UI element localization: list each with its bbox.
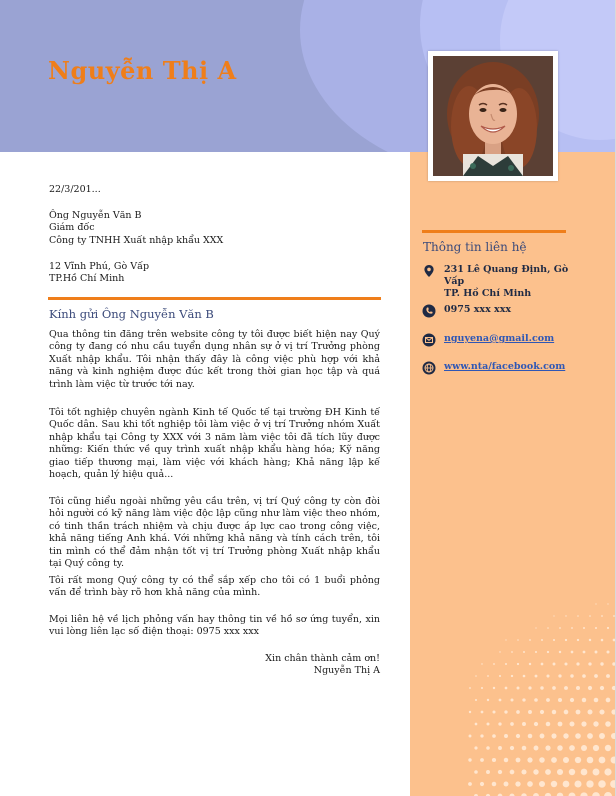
halftone-dot [575, 733, 581, 739]
halftone-dot [563, 781, 570, 788]
halftone-dot [545, 769, 551, 775]
halftone-dot [475, 699, 477, 701]
halftone-dot [551, 781, 557, 787]
halftone-dot [589, 639, 591, 641]
recipient-company: Công ty TNHH Xuất nhập khẩu XXX [49, 234, 224, 246]
halftone-dot [511, 651, 513, 653]
body-paragraph: Tôi cũng hiểu ngoài những yêu cầu trên, vị trí Quý công ty còn đòi hỏi người có kỹ năng làm việc độc lập cũng như làm việc theo nhóm, có tinh thần trách nhiệm và chịu được áp lực cao trong công việc, khả năng tiếng Anh khá. Với những khả năng và tính cách trên, tôi tin mình có thể đảm nhận tốt vị trí Trưởng phòng Xuất nhập khẩu tại Quý công ty. [49, 496, 380, 570]
halftone-dot [593, 745, 599, 751]
halftone-dot [523, 675, 526, 678]
halftone-dot [517, 639, 519, 641]
halftone-dot [600, 686, 604, 690]
halftone-dot [529, 663, 531, 665]
contact-email [422, 333, 554, 347]
halftone-dot [571, 651, 574, 654]
halftone-dot [598, 780, 606, 788]
halftone-dot [593, 769, 600, 776]
halftone-dot [564, 710, 569, 715]
halftone-dot [474, 770, 478, 774]
halftone-dot [613, 615, 615, 617]
halftone-dot [605, 745, 611, 751]
halftone-dot [474, 746, 477, 749]
halftone-dot [570, 698, 574, 702]
halftone-dot [521, 769, 526, 774]
halftone-dot [551, 733, 556, 738]
halftone-dot [599, 733, 605, 739]
halftone-dot [528, 734, 533, 739]
phone-number: 0975 xxx xxx [444, 304, 512, 315]
halftone-dot [583, 651, 586, 654]
halftone-dot [595, 627, 597, 629]
halftone-dot [606, 698, 611, 703]
halftone-dot [577, 639, 579, 641]
body-paragraph: Tôi tốt nghiệp chuyên ngành Kinh tế Quốc tế tại trường ĐH Kinh tế Quốc dân. Sau khi tốt nghiệp tôi làm việc ở vị trí Trưởng nhóm Xuất nhập khẩu tại Công ty XXX với 3 năm làm việc tôi đã tích lũy được những: Kiến thức về quy trình xuất nhập khẩu hàng hóa; Kỹ năng giao tiếp thương mại, làm việc với khách hàng; Khả năng lập kế hoạch, quản lý hiệu quả... [49, 407, 380, 481]
halftone-dot [498, 722, 501, 725]
halftone-dot [557, 769, 563, 775]
halftone-dot [504, 734, 508, 738]
halftone-dot [589, 615, 591, 617]
halftone-dot [604, 768, 611, 775]
halftone-dot [588, 662, 591, 665]
email-link[interactable]: nguyena@gmail.com [444, 333, 555, 344]
recipient-title: Giám đốc [49, 222, 95, 234]
halftone-dot [576, 662, 579, 665]
halftone-dot [505, 687, 508, 690]
address-line-3: TP. Hồ Chí Minh [444, 288, 532, 299]
halftone-dot [505, 663, 507, 665]
halftone-dot [563, 757, 569, 763]
halftone-dot [600, 662, 603, 665]
halftone-dot [599, 757, 606, 764]
halftone-dot [505, 639, 506, 640]
halftone-dot [540, 734, 545, 739]
halftone-dot [564, 662, 567, 665]
globe-icon [422, 361, 436, 375]
halftone-dot [481, 663, 482, 664]
halftone-dot [486, 746, 490, 750]
halftone-dot [539, 757, 545, 763]
halftone-dot [481, 687, 483, 689]
halftone-dot [475, 723, 478, 726]
contact-heading: Thông tin liên hệ [423, 240, 527, 254]
halftone-dot [580, 792, 587, 796]
halftone-dot [576, 686, 580, 690]
address-city: TP.Hồ Chí Minh [49, 273, 125, 285]
body-paragraph: Tôi rất mong Quý công ty có thể sắp xếp cho tôi có 1 buổi phỏng vấn để trình bày rõ hơn khả năng của mình. [49, 575, 380, 599]
halftone-dot [581, 745, 587, 751]
letter-date: 22/3/201... [49, 184, 101, 195]
halftone-dot [559, 651, 561, 653]
halftone-dot [534, 698, 538, 702]
halftone-dot [605, 721, 611, 727]
halftone-dot [568, 792, 575, 796]
halftone-dot [492, 758, 496, 762]
closing-block [200, 653, 380, 678]
halftone-dot [569, 769, 575, 775]
halftone-dot [492, 710, 495, 713]
halftone-dot [498, 746, 502, 750]
halftone-dot [511, 675, 513, 677]
halftone-dot [575, 757, 581, 763]
halftone-dot [595, 651, 598, 654]
contact-address [422, 264, 568, 300]
halftone-dot [607, 627, 609, 629]
recipient-name: Ông Nguyễn Văn B [49, 210, 142, 221]
halftone-dot [611, 709, 616, 714]
halftone-dot [481, 711, 484, 714]
halftone-dot [569, 745, 575, 751]
halftone-dot [527, 757, 532, 762]
halftone-dot [528, 686, 531, 689]
halftone-dot [527, 781, 533, 787]
halftone-dot [551, 757, 557, 763]
halftone-dot [582, 698, 586, 702]
website-link[interactable]: www.nta/facebook.com [444, 361, 566, 372]
halftone-dot [492, 782, 497, 787]
halftone-dot [592, 792, 600, 796]
recipient-block [49, 210, 223, 247]
halftone-dot [601, 639, 604, 642]
halftone-dot [510, 746, 514, 750]
halftone-dot [559, 627, 561, 629]
halftone-dot [469, 711, 471, 713]
halftone-dot [516, 758, 521, 763]
halftone-dot [492, 734, 496, 738]
halftone-dot [613, 639, 616, 642]
halftone-dot [553, 615, 554, 616]
halftone-dot [487, 675, 489, 677]
halftone-dot [515, 781, 520, 786]
halftone-dot [475, 675, 477, 677]
halftone-dot [493, 663, 495, 665]
halftone-dot [510, 770, 515, 775]
halftone-dot [487, 699, 489, 701]
halftone-dot [539, 781, 545, 787]
contact-website [422, 361, 565, 375]
halftone-dot [552, 686, 556, 690]
halftone-dot [517, 663, 519, 665]
phone-icon [422, 304, 436, 318]
halftone-dot [553, 663, 556, 666]
halftone-dot [606, 674, 610, 678]
halftone-dot [534, 722, 538, 726]
halftone-dot [545, 745, 550, 750]
halftone-dot [612, 686, 616, 690]
email-icon [422, 333, 436, 347]
halftone-dot [499, 675, 501, 677]
location-icon [422, 264, 436, 278]
halftone-dot [593, 721, 598, 726]
halftone-dot [510, 722, 514, 726]
halftone-dot [558, 674, 561, 677]
halftone-dot [553, 639, 555, 641]
halftone-dot [571, 627, 573, 629]
halftone-dot [570, 674, 573, 677]
applicant-name: Nguyễn Thị A [48, 56, 237, 85]
halftone-dot [546, 674, 549, 677]
halftone-dot [583, 627, 585, 629]
body-paragraph: Qua thông tin đăng trên website công ty tôi được biết hiện nay Quý công ty đang có nhu cầu tuyển dụng nhân sự ở vị trí Trưởng phòng Xuất nhập khẩu. Tôi nhận thấy đây là công việc phù hợp với khả năng và kinh nghiệm được đúc kết trong thời gian học tập và quá trình làm việc từ trước tới nay. [49, 329, 380, 390]
halftone-dot [612, 662, 616, 666]
halftone-dot [529, 639, 531, 641]
halftone-dot [516, 734, 520, 738]
halftone-dot [563, 733, 568, 738]
halftone-dot [564, 686, 568, 690]
halftone-dot [510, 698, 513, 701]
address-line-1: 231 Lê Quang Định, Gò [444, 264, 569, 275]
halftone-dot [517, 687, 520, 690]
closing-thanks: Xin chân thành cảm ơn! [265, 653, 380, 664]
halftone-dot [547, 627, 549, 629]
halftone-dot [535, 627, 536, 628]
halftone-dot [504, 710, 507, 713]
halftone-dot [607, 651, 610, 654]
halftone-dot [610, 780, 616, 788]
profile-photo-frame [428, 51, 558, 181]
halftone-dot [574, 780, 581, 787]
halftone-dot [486, 770, 490, 774]
halftone-dot [522, 722, 526, 726]
halftone-dot [581, 721, 586, 726]
halftone-dot [535, 651, 537, 653]
halftone-dot [541, 663, 544, 666]
recipient-address [49, 261, 149, 286]
halftone-dot [480, 758, 484, 762]
halftone-dot [594, 698, 599, 703]
halftone-dot [581, 769, 588, 776]
halftone-dot [540, 710, 544, 714]
halftone-dot [558, 722, 563, 727]
closing-signature: Nguyễn Thị A [313, 665, 380, 677]
halftone-dot [558, 698, 562, 702]
halftone-dot [499, 651, 500, 652]
halftone-dot [480, 734, 483, 737]
halftone-dot [588, 710, 593, 715]
halftone-dot [523, 651, 525, 653]
halftone-dot [522, 746, 527, 751]
halftone-dot [546, 722, 551, 727]
halftone-dot [611, 757, 616, 764]
halftone-dot [587, 733, 593, 739]
halftone-dot [552, 710, 556, 714]
profile-photo [433, 56, 553, 176]
halftone-dot [582, 674, 586, 678]
halftone-dot [586, 780, 593, 787]
halftone-dot [541, 639, 543, 641]
halftone-dot [569, 721, 574, 726]
halftone-dot [504, 758, 508, 762]
halftone-dot [522, 698, 525, 701]
halftone-dot [576, 710, 581, 715]
halftone-dot [528, 710, 532, 714]
halftone-dot [547, 651, 549, 653]
salutation: Kính gửi Ông Nguyễn Văn B [49, 307, 214, 321]
halftone-dot [595, 603, 596, 604]
halftone-dot [577, 615, 579, 617]
halftone-dot [516, 710, 520, 714]
halftone-dot [607, 603, 608, 604]
halftone-dot [469, 687, 471, 689]
body-paragraph: Mọi liên hệ về lịch phỏng vấn hay thông tin về hồ sơ ứng tuyển, xin vui lòng liên lạc số điện thoại: 0975 xxx xxx [49, 614, 380, 638]
halftone-dot [493, 687, 495, 689]
halftone-dot [565, 639, 567, 641]
halftone-dot [504, 782, 509, 787]
contact-phone [422, 304, 511, 318]
halftone-dot [546, 698, 550, 702]
halftone-dot [557, 745, 563, 751]
halftone-dot [480, 782, 484, 786]
halftone-dot [498, 770, 502, 774]
halftone-dot [469, 735, 472, 738]
letter-divider [48, 297, 381, 300]
halftone-dot [533, 769, 538, 774]
halftone-dot [587, 757, 594, 764]
halftone-dot [540, 686, 543, 689]
halftone-dot [601, 615, 603, 617]
halftone-dot [599, 709, 604, 714]
halftone-dot [487, 723, 490, 726]
halftone-dot [588, 686, 592, 690]
halftone-dot [534, 746, 539, 751]
contact-divider [422, 230, 566, 233]
halftone-dot [468, 782, 472, 786]
halftone-dot [604, 792, 612, 796]
address-line-2: Vấp [444, 276, 465, 287]
halftone-dot [468, 758, 471, 761]
halftone-dot [499, 699, 502, 702]
halftone-dot [594, 674, 598, 678]
halftone-dot [535, 675, 538, 678]
address-street: 12 Vĩnh Phú, Gò Vấp [49, 261, 150, 272]
halftone-dot [565, 615, 566, 616]
halftone-dot [611, 733, 616, 739]
